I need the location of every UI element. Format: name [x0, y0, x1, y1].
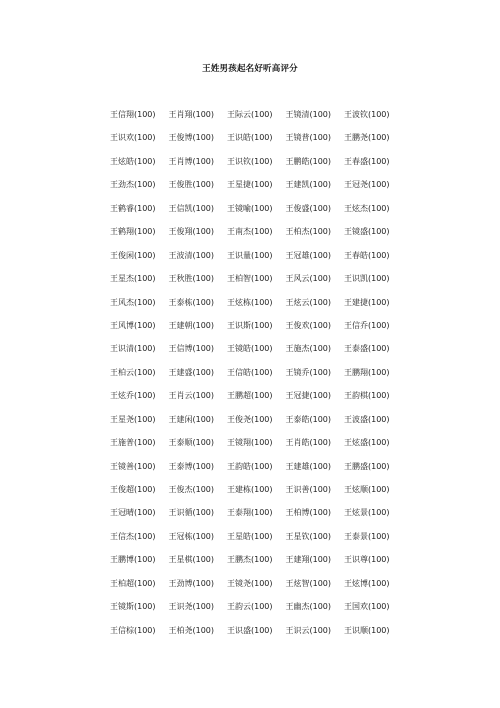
name-entry: 王镜盛(100)	[344, 227, 390, 237]
name-entry: 王鹏超(100)	[227, 391, 273, 401]
name-entry: 王镜喻(100)	[227, 203, 273, 213]
name-entry: 王识欢(100)	[110, 133, 156, 143]
name-entry: 王柏博(100)	[285, 508, 332, 518]
name-entry: 王幽杰(100)	[285, 602, 332, 612]
name-entry: 王俊欢(100)	[285, 320, 332, 330]
name-entry: 王炫乔(100)	[110, 391, 156, 401]
name-entry: 王柏杰(100)	[285, 227, 332, 237]
name-entry: 王识盛(100)	[227, 625, 273, 635]
name-entry: 王星尧(100)	[110, 414, 156, 424]
name-entry: 王南杰(100)	[227, 227, 273, 237]
name-entry: 王泰博(100)	[168, 461, 215, 471]
name-entry: 王星皓(100)	[227, 531, 273, 541]
name-entry: 王柏云(100)	[110, 367, 156, 377]
name-entry: 王泰栋(100)	[168, 297, 215, 307]
name-entry: 王炫云(100)	[285, 297, 332, 307]
name-entry: 王信凯(100)	[168, 203, 215, 213]
name-entry: 王肖云(100)	[168, 391, 215, 401]
name-entry: 王建闲(100)	[168, 414, 215, 424]
name-entry: 王俊尧(100)	[227, 414, 273, 424]
name-entry: 王识尧(100)	[168, 602, 215, 612]
name-entry: 王识量(100)	[227, 250, 273, 260]
name-entry: 王鹏皓(100)	[285, 156, 332, 166]
name-entry: 王韵皓(100)	[227, 461, 273, 471]
name-entry: 王俊盛(100)	[285, 203, 332, 213]
name-entry: 王冠雄(100)	[285, 250, 332, 260]
name-entry: 王韵棋(100)	[344, 391, 390, 401]
name-entry: 王肖翔(100)	[168, 110, 215, 119]
name-entry: 王识钦(100)	[227, 156, 273, 166]
name-entry: 王镜普(100)	[285, 133, 332, 143]
name-entry: 王镜乔(100)	[285, 367, 332, 377]
name-entry: 王国欢(100)	[344, 602, 390, 612]
name-entry: 王识顺(100)	[344, 625, 390, 635]
name-entry: 王镜斯(100)	[110, 602, 156, 612]
name-entry: 王泰顺(100)	[168, 438, 215, 448]
name-entry: 王炫杰(100)	[344, 203, 390, 213]
name-entry: 王星钦(100)	[285, 531, 332, 541]
name-entry: 王炫景(100)	[344, 508, 390, 518]
name-entry: 王识云(100)	[285, 625, 332, 635]
name-entry: 王建盛(100)	[168, 367, 215, 377]
name-entry: 王识尊(100)	[344, 555, 390, 565]
name-entry: 王风杰(100)	[110, 297, 156, 307]
name-entry: 王信皓(100)	[227, 367, 273, 377]
page-title: 王姓男孩起名好听高评分	[202, 64, 298, 74]
name-entry: 王春盛(100)	[344, 156, 390, 166]
name-entry: 王泰翔(100)	[227, 508, 273, 518]
name-entry: 王镜尧(100)	[227, 578, 273, 588]
name-entry: 王建栋(100)	[227, 485, 273, 494]
name-entry: 王波钦(100)	[344, 110, 390, 119]
name-entry: 王冠捷(100)	[285, 391, 332, 401]
name-entry: 王俊博(100)	[168, 133, 215, 143]
name-entry: 王俊翔(100)	[168, 227, 215, 237]
name-entry: 王泰盛(100)	[344, 344, 390, 354]
name-entry: 王炫博(100)	[344, 578, 390, 588]
name-entry: 王秋胜(100)	[168, 274, 215, 284]
name-entry: 王星棋(100)	[168, 555, 215, 565]
name-entry: 王星捷(100)	[227, 180, 273, 190]
name-entry: 王俊胜(100)	[168, 180, 215, 190]
name-entry: 王信棕(100)	[110, 625, 156, 635]
name-entry: 王俊闲(100)	[110, 250, 156, 260]
name-entry: 王波盛(100)	[344, 414, 390, 424]
name-entry: 王俊超(100)	[110, 485, 156, 494]
name-entry: 王镜翔(100)	[227, 438, 273, 448]
name-entry: 王冠栋(100)	[168, 531, 215, 541]
name-entry: 王际云(100)	[227, 110, 273, 119]
name-entry: 王风云(100)	[285, 274, 332, 284]
name-entry: 王泰景(100)	[344, 531, 390, 541]
name-entry: 王柏智(100)	[227, 274, 273, 284]
name-entry: 王镜清(100)	[285, 110, 332, 119]
name-entry: 王冠晴(100)	[110, 508, 156, 518]
name-entry: 王星杰(100)	[110, 274, 156, 284]
names-grid	[110, 109, 403, 648]
name-entry: 王泰皓(100)	[285, 414, 332, 424]
name-entry: 王识循(100)	[168, 508, 215, 518]
name-entry: 王建雄(100)	[285, 461, 332, 471]
name-entry: 王施杰(100)	[285, 344, 332, 354]
name-entry: 王肖皓(100)	[285, 438, 332, 448]
name-entry: 王信博(100)	[168, 344, 215, 354]
name-entry: 王识皓(100)	[227, 133, 273, 143]
name-entry: 王鹤睿(100)	[110, 203, 156, 213]
name-entry: 王识凯(100)	[344, 274, 390, 284]
name-entry: 王波清(100)	[168, 250, 215, 260]
name-entry: 王信乔(100)	[344, 320, 390, 330]
name-entry: 王建凯(100)	[285, 180, 332, 190]
name-entry: 王建朝(100)	[168, 320, 215, 330]
name-entry: 王劲杰(100)	[110, 180, 156, 190]
name-entry: 王镜皓(100)	[227, 344, 273, 354]
name-entry: 王信杰(100)	[110, 531, 156, 541]
name-entry: 王冠尧(100)	[344, 180, 390, 190]
name-entry: 王鹏博(100)	[110, 555, 156, 565]
name-entry: 王春皓(100)	[344, 250, 390, 260]
name-entry: 王鹤翔(100)	[110, 227, 156, 237]
name-entry: 王炫栋(100)	[227, 297, 273, 307]
name-entry: 王劲博(100)	[168, 578, 215, 588]
name-entry: 王炫皓(100)	[110, 156, 156, 166]
name-entry: 王识斯(100)	[227, 320, 273, 330]
name-entry: 王建捷(100)	[344, 297, 390, 307]
name-entry: 王炫智(100)	[285, 578, 332, 588]
name-entry: 王柏尧(100)	[168, 625, 215, 635]
name-entry: 王鹏杰(100)	[227, 555, 273, 565]
name-entry: 王鹏翔(100)	[344, 367, 390, 377]
name-entry: 王俊杰(100)	[168, 485, 215, 494]
name-entry: 王柏超(100)	[110, 578, 156, 588]
name-entry: 王炫顺(100)	[344, 485, 390, 494]
name-entry: 王鹏尧(100)	[344, 133, 390, 143]
name-entry: 王炫盛(100)	[344, 438, 390, 448]
name-entry: 王风博(100)	[110, 320, 156, 330]
name-entry: 王施普(100)	[110, 438, 156, 448]
name-entry: 王识善(100)	[285, 485, 332, 494]
name-entry: 王识清(100)	[110, 344, 156, 354]
name-entry: 王鹏盛(100)	[344, 461, 390, 471]
name-entry: 王韵云(100)	[227, 602, 273, 612]
name-entry: 王建翔(100)	[285, 555, 332, 565]
name-entry: 王信翔(100)	[110, 110, 156, 119]
name-entry: 王肖博(100)	[168, 156, 215, 166]
name-entry: 王镜善(100)	[110, 461, 156, 471]
